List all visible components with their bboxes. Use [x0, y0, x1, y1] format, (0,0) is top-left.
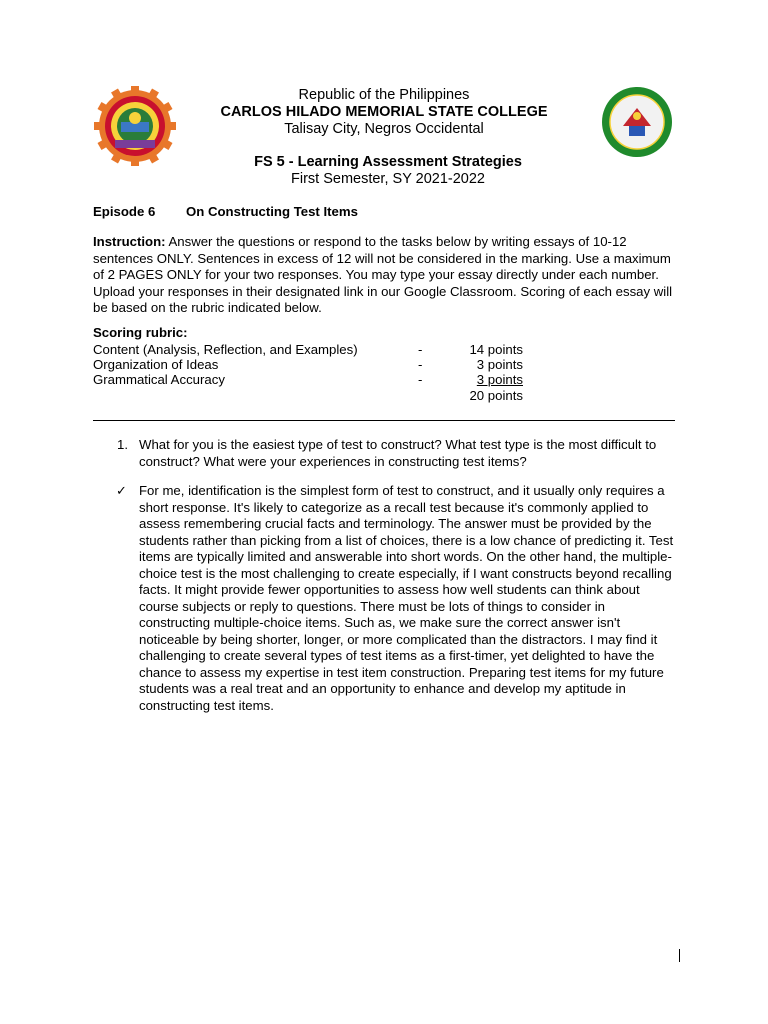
rubric-label: Grammatical Accuracy: [93, 372, 225, 387]
instruction-paragraph: [93, 234, 673, 317]
header-republic: Republic of the Philippines: [298, 87, 470, 103]
rubric-row: [93, 372, 523, 388]
header-location: Talisay City, Negros Occidental: [284, 121, 484, 137]
episode-heading: [93, 204, 155, 219]
question-text: What for you is the easiest type of test to construct? What test type is the most difficult to construct? What were your experiences in constructing test items?: [139, 437, 657, 469]
section-divider: [93, 420, 675, 421]
instruction-text: Answer the questions or respond to the tasks below by writing essays of 10-12 sentences ONLY. Sentences in excess of 12 will not be considered in the marking. Use a maximum of 2 PAGES ONLY for your two responses. You may type your essay directly under each number. Upload your responses in their designated link in our Google Classroom. Scoring of each essay will be based on the rubric indicated below.: [93, 234, 673, 315]
text-cursor: [679, 949, 680, 962]
rubric-dash: -: [418, 357, 423, 372]
rubric-points: 3 points: [476, 357, 523, 372]
header-semester: First Semester, SY 2021-2022: [291, 171, 485, 187]
checkmark-icon: ✓: [116, 483, 127, 498]
rubric-label: Content (Analysis, Reflection, and Examples): [93, 342, 358, 357]
instruction-label: Instruction:: [93, 234, 166, 249]
rubric-row: [93, 342, 523, 358]
episode-number: Episode 6: [93, 204, 156, 219]
question-number: 1.: [117, 437, 128, 452]
rubric-dash: -: [418, 342, 423, 357]
header-course: FS 5 - Learning Assessment Strategies: [254, 154, 522, 170]
answer-paragraph: For me, identification is the simplest form of test to construct, and it usually only requires a short response. It's likely to categorize as a recall test because it's commonly applied to assess remembering crucial facts and terminology. The answer must be provided by the students rather than picking from a list of choices, there is a low chance of predicting it. Test items are typically limited and answerable into short words. On the other hand, the multiple-choice test is the most challenging to create especially, if I want constructs beyond recalling facts. It might provide fewer opportunities to assess how well students can think about course subjects or reply to questions. There must be lots of things to consider in constructing multiple-choice items. Such as, we make sure the correct answer isn't noticeable by being shorter, longer, or more complicated than the distractors. I may find it challenging to create several types of test items as a first-timer, yet delighted to have the chance to assess my expertise in test item construction. Preparing test items for my future students was a real treat and an opportunity to enhance and develop my aptitude in constructing test items.: [139, 483, 674, 713]
rubric-row: [93, 357, 523, 373]
rubric-title: Scoring rubric:: [93, 325, 188, 340]
rubric-dash: -: [418, 372, 423, 387]
header-college-name: CARLOS HILADO MEMORIAL STATE COLLEGE: [220, 104, 548, 120]
episode-title: On Constructing Test Items: [186, 204, 358, 219]
rubric-points: 14 points: [469, 342, 523, 357]
rubric-label: Organization of Ideas: [93, 357, 219, 372]
rubric-points: 3 points: [476, 372, 523, 387]
rubric-total: 20 points: [469, 388, 523, 403]
episode-title-wrap: [186, 204, 358, 219]
